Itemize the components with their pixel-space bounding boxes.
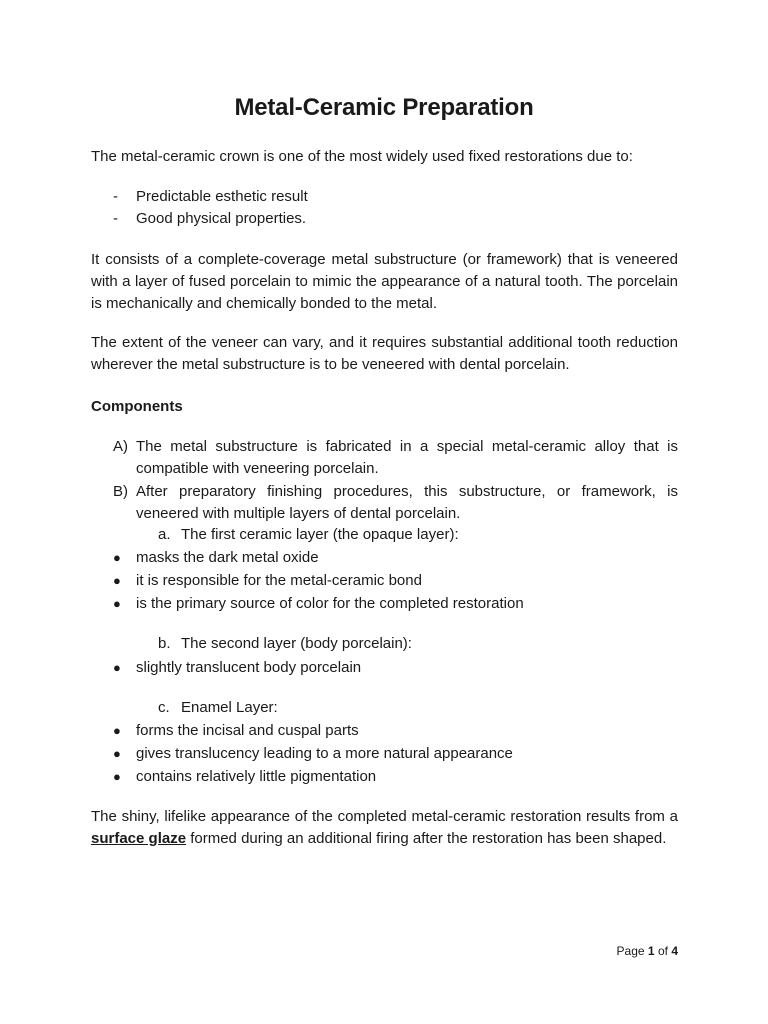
bullet-icon: ● <box>113 769 121 784</box>
bullet-icon: ● <box>113 660 121 675</box>
page-label: Page <box>616 944 645 958</box>
list-marker: a. <box>158 526 171 543</box>
component-text: After preparatory finishing procedures, this substructure, or framework, is veneered with multiple layers of dental porcelain. <box>136 483 678 522</box>
bullet-icon: ● <box>113 550 121 565</box>
components-heading: Components <box>91 398 183 415</box>
reason-text: Good physical properties. <box>136 210 307 227</box>
bullet-text: contains relatively little pigmentation <box>136 768 377 785</box>
list-marker: b. <box>158 635 171 652</box>
surface-glaze-term: surface glaze <box>91 830 187 847</box>
page-current: 1 <box>647 944 655 958</box>
bullet-text: masks the dark metal oxide <box>136 549 319 566</box>
list-marker: c. <box>158 699 170 716</box>
bullet-icon: ● <box>113 596 121 611</box>
layer-heading <box>158 697 278 719</box>
layer-heading-text: Enamel Layer: <box>181 699 278 716</box>
bullet-icon: ● <box>113 723 121 738</box>
intro-paragraph: The metal-ceramic crown is one of the most widely used fixed restorations due to: <box>91 148 633 165</box>
list-marker: B) <box>113 483 128 500</box>
bullet-icon: ● <box>113 746 121 761</box>
component-text: The metal substructure is fabricated in a special metal-ceramic alloy that is compatible with veneering porcelain. <box>136 438 678 477</box>
bullet-text: forms the incisal and cuspal parts <box>136 722 359 739</box>
extent-paragraph: The extent of the veneer can vary, and it requires substantial additional tooth reduction wherever the metal substructure is to be veneered with dental porcelain. <box>91 334 678 373</box>
bullet-icon: ● <box>113 573 121 588</box>
bullet-text: gives translucency leading to a more natural appearance <box>136 745 513 762</box>
layer-heading-text: The second layer (body porcelain): <box>181 635 412 652</box>
dash-marker: - <box>113 210 118 227</box>
layer-heading <box>158 633 412 655</box>
dash-marker: - <box>113 188 118 205</box>
document-title: Metal-Ceramic Preparation <box>234 94 534 121</box>
page-footer <box>560 943 678 959</box>
layer-heading <box>158 524 459 546</box>
bullet-text: it is responsible for the metal-ceramic bond <box>136 572 422 589</box>
page-total: 4 <box>671 944 678 958</box>
closing-paragraph <box>91 806 678 850</box>
layer-heading-text: The first ceramic layer (the opaque layer): <box>181 526 459 543</box>
closing-text-after: formed during an additional firing after the restoration has been shaped. <box>190 830 667 847</box>
list-marker: A) <box>113 438 128 455</box>
bullet-text: is the primary source of color for the completed restoration <box>136 595 524 612</box>
consists-paragraph: It consists of a complete-coverage metal substructure (or framework) that is veneered with a layer of fused porcelain to mimic the appearance of a natural tooth. The porcelain is mechanically and chemically bonded to the metal. <box>91 251 678 312</box>
page-of-label: of <box>657 944 668 958</box>
bullet-text: slightly translucent body porcelain <box>136 659 362 676</box>
reason-text: Predictable esthetic result <box>136 188 308 205</box>
closing-text-before: The shiny, lifelike appearance of the completed metal-ceramic restoration results from a <box>91 808 678 825</box>
